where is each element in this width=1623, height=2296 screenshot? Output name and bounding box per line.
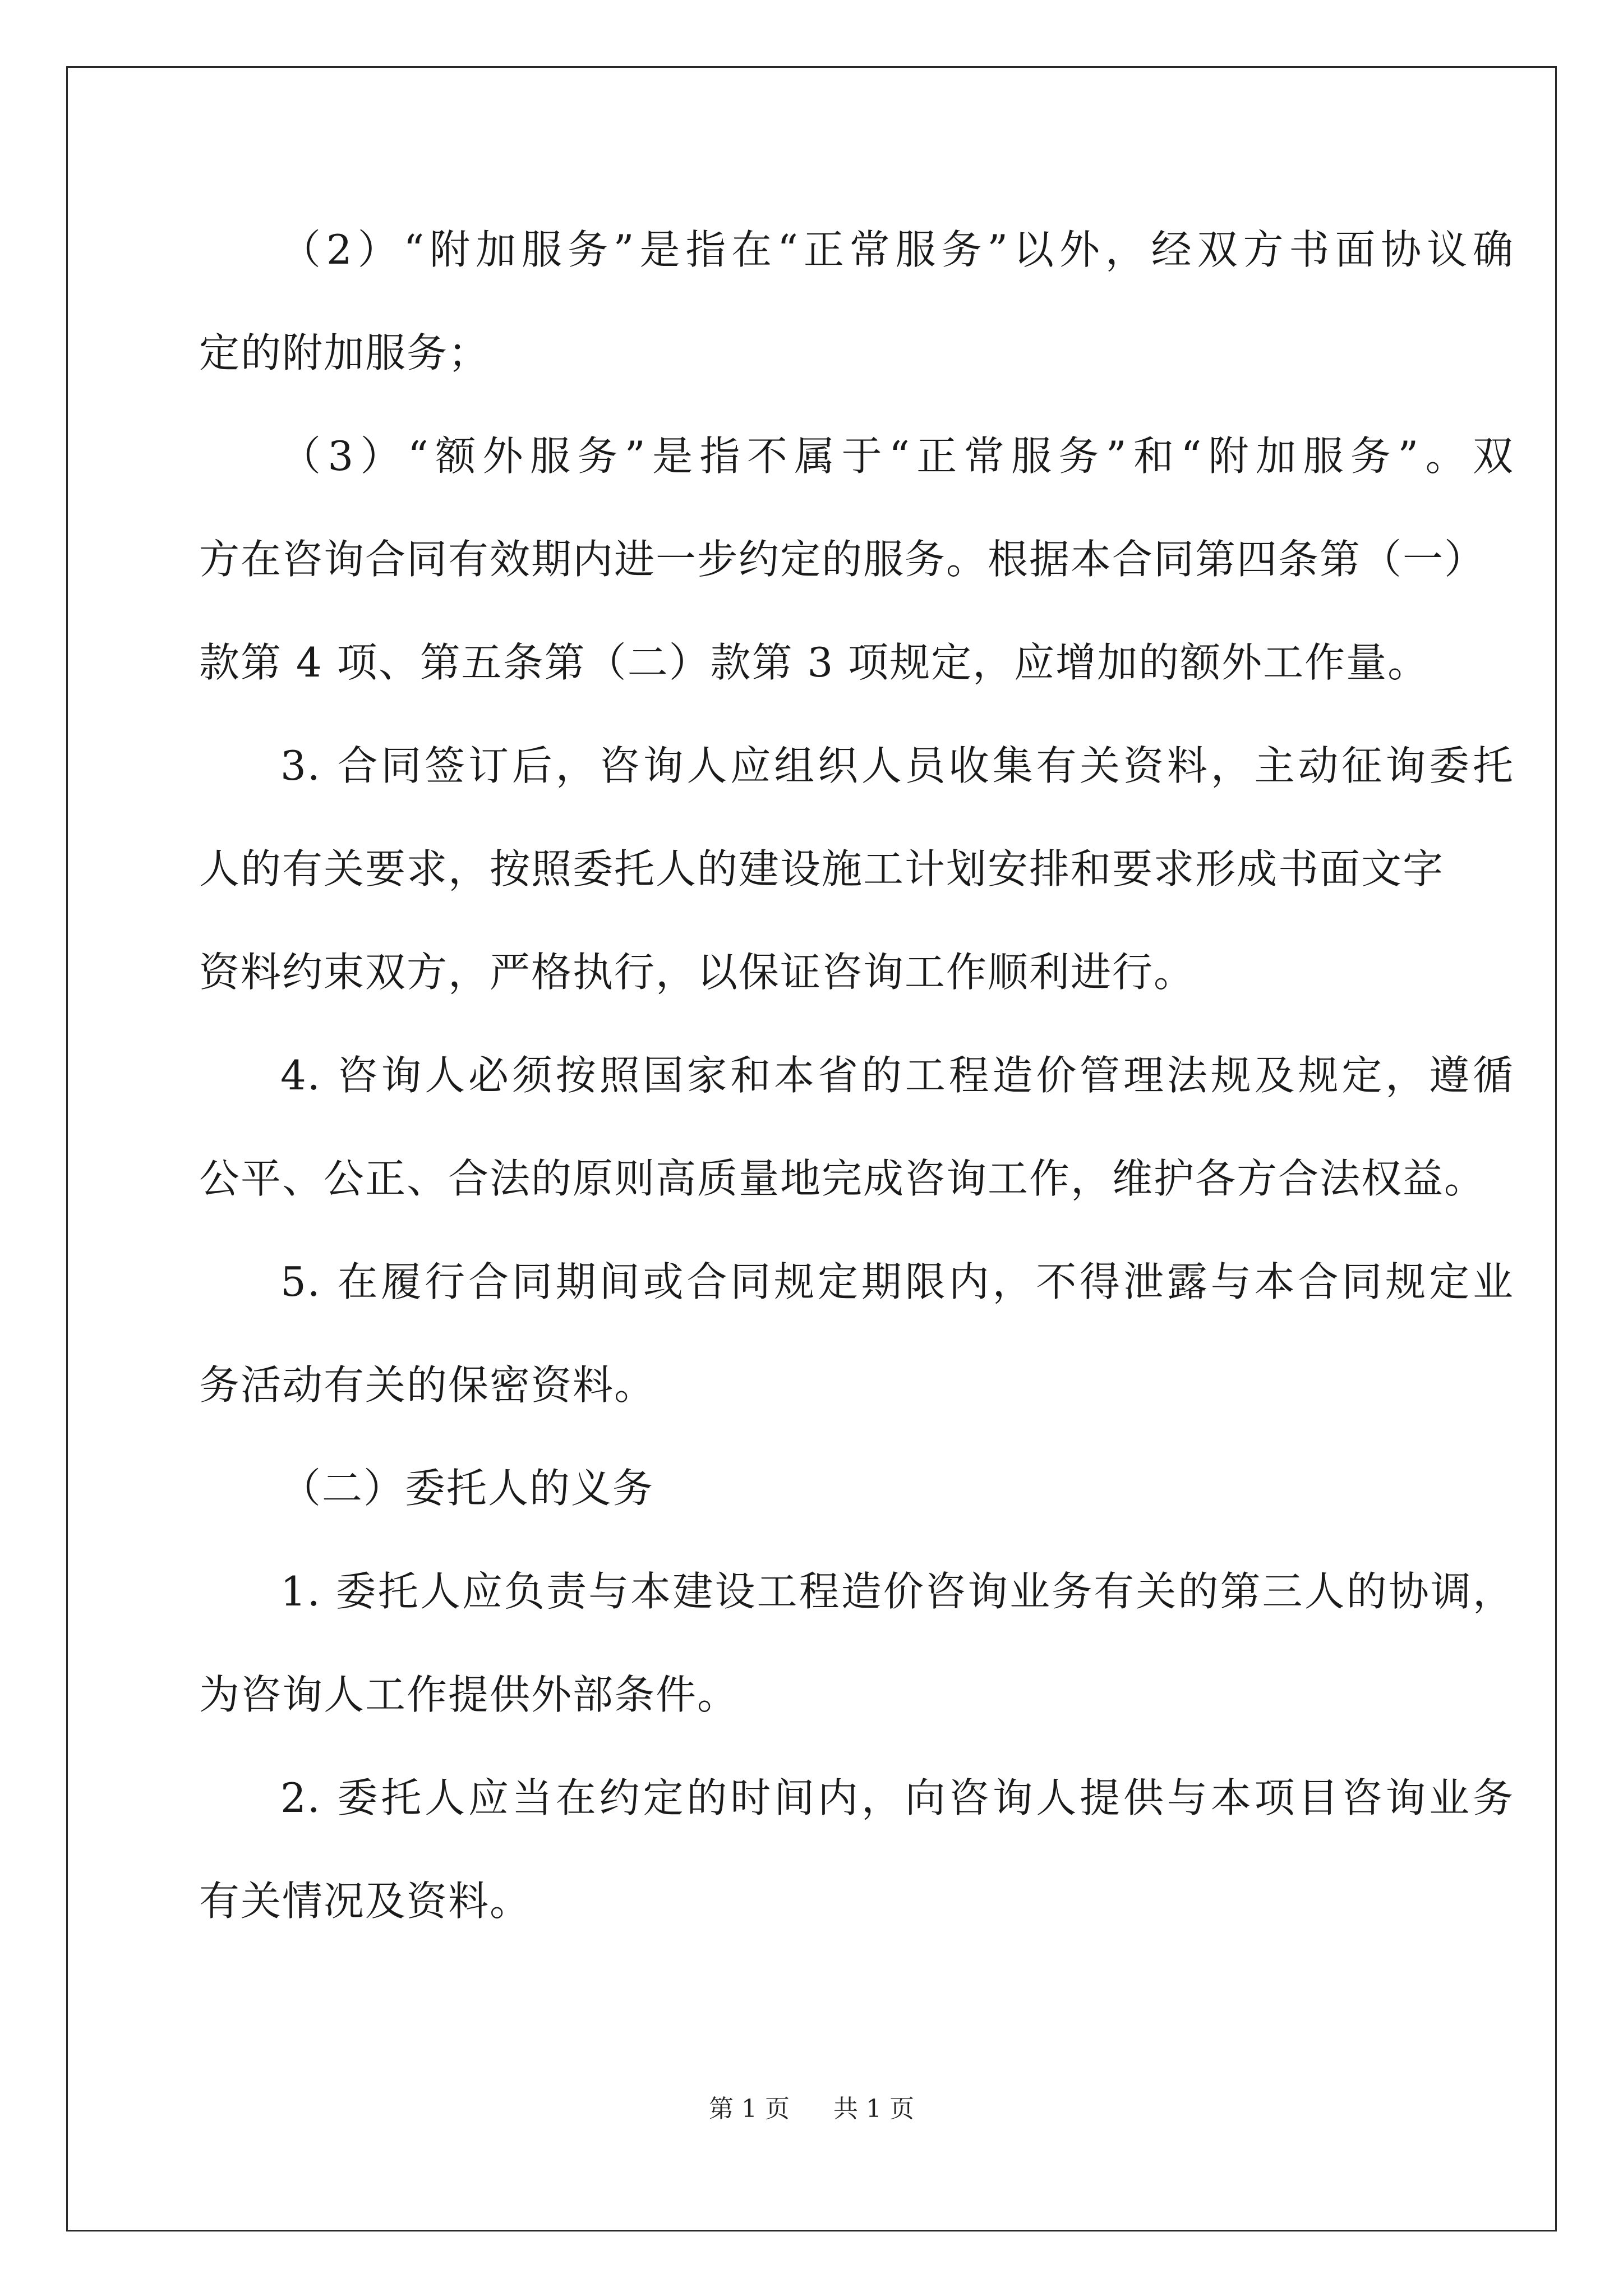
text-line: 定的附加服务； xyxy=(199,329,490,376)
text-line: 4. 咨询人必须按照国家和本省的工程造价管理法规及规定，遵循 xyxy=(280,1052,1514,1099)
text-line: （3）“额外服务”是指不属于“正常服务”和“附加服务”。双 xyxy=(280,432,1514,480)
text-line: 方在咨询合同有效期内进一步约定的服务。根据本合同第四条第（一） xyxy=(199,536,1486,583)
page-footer xyxy=(0,2093,1623,2125)
text-line: 公平、公正、合法的原则高质量地完成咨询工作，维护各方合法权益。 xyxy=(199,1155,1486,1202)
text-line: 3. 合同签订后，咨询人应组织人员收集有关资料，主动征询委托 xyxy=(280,742,1514,789)
text-line: 资料约束双方，严格执行，以保证咨询工作顺利进行。 xyxy=(199,949,1196,996)
text-line: 务活动有关的保密资料。 xyxy=(199,1361,656,1409)
page-total: 共 1 页 xyxy=(833,2095,914,2123)
text-line: 人的有关要求，按照委托人的建设施工计划安排和要求形成书面文字 xyxy=(199,845,1445,892)
text-line: 有关情况及资料。 xyxy=(199,1878,532,1925)
section-heading: （二）委托人的义务 xyxy=(280,1465,654,1512)
text-line: 款第 4 项、第五条第（二）款第 3 项规定，应增加的额外工作量。 xyxy=(199,639,1430,686)
text-line: 2. 委托人应当在约定的时间内，向咨询人提供与本项目咨询业务 xyxy=(280,1774,1514,1821)
text-line: 1. 委托人应负责与本建设工程造价咨询业务有关的第三人的协调， xyxy=(280,1568,1514,1615)
text-line: 为咨询人工作提供外部条件。 xyxy=(199,1671,739,1718)
text-line: （2）“附加服务”是指在“正常服务”以外，经双方书面协议确 xyxy=(280,226,1514,273)
page-number: 第 1 页 xyxy=(709,2095,790,2123)
text-line: 5. 在履行合同期间或合同规定期限内，不得泄露与本合同规定业 xyxy=(280,1258,1514,1305)
